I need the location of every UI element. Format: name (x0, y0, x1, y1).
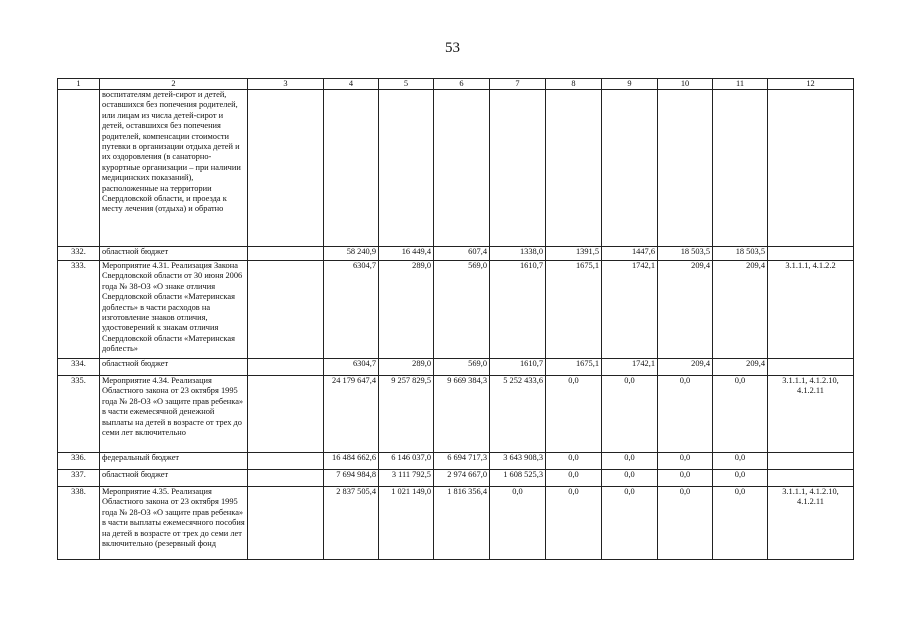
cell-col10: 0,0 (658, 487, 713, 560)
row-description: воспитателям детей-сирот и детей, оставшихся без попечения родителей, или лицам из числа детей-сирот и детей, оставшихся без попечения родителей, компенсации стоимости путевки в организации отдыха детей и их оздоровления (в санаторно-курортные организации – при наличии медицинских показаний), расположенные на территории Свердловской области, и проезда к месту лечения (отдыха) и обратно (100, 90, 248, 247)
budget-table (57, 78, 854, 560)
cell-col7: 1 608 525,3 (490, 470, 546, 487)
column-header: 7 (490, 79, 546, 90)
cell-col5: 3 111 792,5 (379, 470, 434, 487)
cell-col3 (248, 376, 324, 453)
row-description: Мероприятие 4.31. Реализация Закона Свердловской области от 30 июня 2006 года № 38-ОЗ «О знаке отличия Свердловской области «Материнская доблесть» в части расходов на изготовление знаков отличия, удостоверений к знакам отличия Свердловской области «Материнская доблесть» (100, 261, 248, 359)
cell-col10: 209,4 (658, 359, 713, 376)
cell-col7: 1610,7 (490, 261, 546, 359)
column-header: 3 (248, 79, 324, 90)
column-header: 8 (546, 79, 602, 90)
table-row (58, 261, 854, 359)
cell-col11: 0,0 (713, 487, 768, 560)
cell-col12 (768, 359, 854, 376)
cell-col10: 0,0 (658, 376, 713, 453)
cell-col5: 1 021 149,0 (379, 487, 434, 560)
cell-col10: 209,4 (658, 261, 713, 359)
cell-col6: 569,0 (434, 359, 490, 376)
cell-col3 (248, 247, 324, 261)
row-description: Мероприятие 4.34. Реализация Областного закона от 23 октября 1995 года № 28-ОЗ «О защите прав ребенка» в части ежемесячной денежной выплаты на детей в возрасте от трех до семи лет включительно (100, 376, 248, 453)
row-description: областной бюджет (100, 470, 248, 487)
table-row (58, 453, 854, 470)
table-row (58, 90, 854, 247)
cell-col11: 209,4 (713, 261, 768, 359)
cell-col6 (434, 90, 490, 247)
cell-col6: 6 694 717,3 (434, 453, 490, 470)
row-number: 333. (58, 261, 100, 359)
cell-col12: 3.1.1.1, 4.1.2.10, 4.1.2.11 (768, 487, 854, 560)
row-number: 338. (58, 487, 100, 560)
column-header: 6 (434, 79, 490, 90)
cell-col10: 0,0 (658, 470, 713, 487)
column-header: 2 (100, 79, 248, 90)
row-number: 336. (58, 453, 100, 470)
cell-col6: 9 669 384,3 (434, 376, 490, 453)
cell-col8: 0,0 (546, 487, 602, 560)
row-description: федеральный бюджет (100, 453, 248, 470)
table-row (58, 470, 854, 487)
cell-col7: 5 252 433,6 (490, 376, 546, 453)
cell-col7: 1338,0 (490, 247, 546, 261)
cell-col8 (546, 90, 602, 247)
cell-col9: 0,0 (602, 376, 658, 453)
cell-col7 (490, 90, 546, 247)
cell-col10: 0,0 (658, 453, 713, 470)
column-header: 5 (379, 79, 434, 90)
cell-col9: 1742,1 (602, 359, 658, 376)
cell-col4: 6304,7 (324, 359, 379, 376)
cell-col11 (713, 90, 768, 247)
cell-col9: 0,0 (602, 470, 658, 487)
cell-col8: 1675,1 (546, 359, 602, 376)
cell-col9: 0,0 (602, 453, 658, 470)
cell-col3 (248, 90, 324, 247)
cell-col4 (324, 90, 379, 247)
cell-col12 (768, 247, 854, 261)
cell-col3 (248, 487, 324, 560)
column-header: 9 (602, 79, 658, 90)
cell-col8: 0,0 (546, 470, 602, 487)
cell-col5: 9 257 829,5 (379, 376, 434, 453)
cell-col8: 1675,1 (546, 261, 602, 359)
table-header-row (58, 79, 854, 90)
cell-col8: 0,0 (546, 453, 602, 470)
cell-col12 (768, 453, 854, 470)
row-number: 337. (58, 470, 100, 487)
column-header: 11 (713, 79, 768, 90)
row-description: Мероприятие 4.35. Реализация Областного закона от 23 октября 1995 года № 28-ОЗ «О защите прав ребенка» в части выплаты ежемесячного пособия на детей в возрасте от трех до семи лет включительно (резервный фонд (100, 487, 248, 560)
row-number: 335. (58, 376, 100, 453)
cell-col6: 569,0 (434, 261, 490, 359)
cell-col11: 0,0 (713, 453, 768, 470)
cell-col9: 1742,1 (602, 261, 658, 359)
cell-col7: 3 643 908,3 (490, 453, 546, 470)
row-description: областной бюджет (100, 359, 248, 376)
column-header: 1 (58, 79, 100, 90)
cell-col4: 6304,7 (324, 261, 379, 359)
cell-col3 (248, 470, 324, 487)
cell-col6: 607,4 (434, 247, 490, 261)
column-header: 12 (768, 79, 854, 90)
cell-col4: 16 484 662,6 (324, 453, 379, 470)
cell-col4: 7 694 984,8 (324, 470, 379, 487)
cell-col11: 0,0 (713, 376, 768, 453)
cell-col5: 16 449,4 (379, 247, 434, 261)
column-header: 10 (658, 79, 713, 90)
cell-col8: 1391,5 (546, 247, 602, 261)
column-header: 4 (324, 79, 379, 90)
cell-col11: 209,4 (713, 359, 768, 376)
table-row (58, 376, 854, 453)
cell-col5 (379, 90, 434, 247)
cell-col6: 2 974 667,0 (434, 470, 490, 487)
cell-col12 (768, 90, 854, 247)
cell-col4: 2 837 505,4 (324, 487, 379, 560)
row-number: 334. (58, 359, 100, 376)
cell-col11: 18 503,5 (713, 247, 768, 261)
cell-col4: 24 179 647,4 (324, 376, 379, 453)
row-description: областной бюджет (100, 247, 248, 261)
cell-col9: 0,0 (602, 487, 658, 560)
row-number: 332. (58, 247, 100, 261)
cell-col6: 1 816 356,4 (434, 487, 490, 560)
cell-col7: 1610,7 (490, 359, 546, 376)
table-row (58, 359, 854, 376)
cell-col9: 1447,6 (602, 247, 658, 261)
table-row (58, 487, 854, 560)
cell-col5: 289,0 (379, 261, 434, 359)
cell-col12: 3.1.1.1, 4.1.2.10, 4.1.2.11 (768, 376, 854, 453)
row-number (58, 90, 100, 247)
cell-col5: 289,0 (379, 359, 434, 376)
cell-col7: 0,0 (490, 487, 546, 560)
cell-col10: 18 503,5 (658, 247, 713, 261)
cell-col12 (768, 470, 854, 487)
cell-col12: 3.1.1.1, 4.1.2.2 (768, 261, 854, 359)
cell-col3 (248, 453, 324, 470)
cell-col9 (602, 90, 658, 247)
cell-col10 (658, 90, 713, 247)
table-row (58, 247, 854, 261)
page-number: 53 (445, 40, 460, 56)
cell-col5: 6 146 037,0 (379, 453, 434, 470)
cell-col8: 0,0 (546, 376, 602, 453)
cell-col11: 0,0 (713, 470, 768, 487)
cell-col3 (248, 261, 324, 359)
cell-col3 (248, 359, 324, 376)
cell-col4: 58 240,9 (324, 247, 379, 261)
